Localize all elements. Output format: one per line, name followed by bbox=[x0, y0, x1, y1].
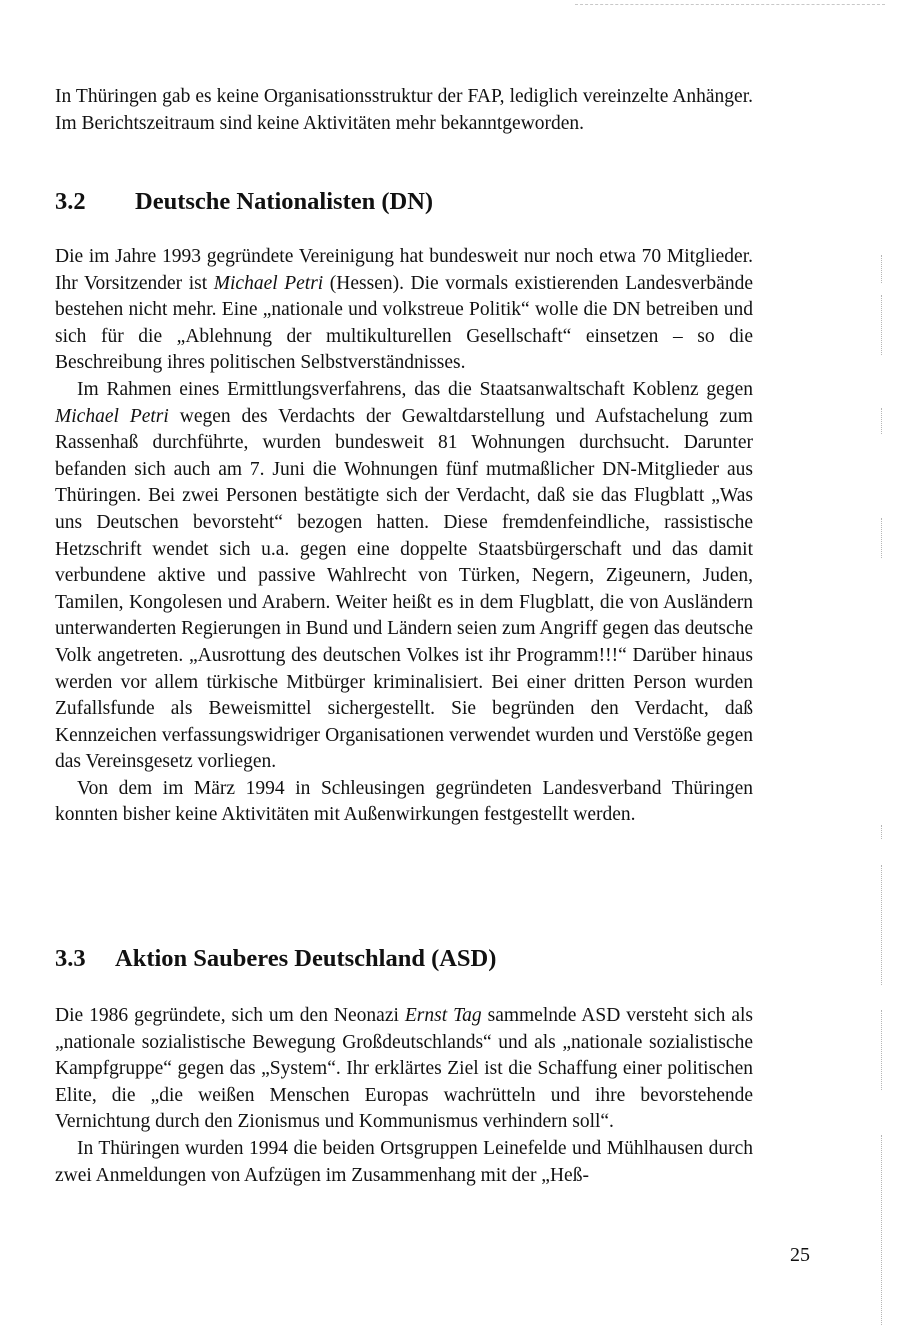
person-name: Michael Petri bbox=[55, 405, 169, 427]
section-number: 3.2 bbox=[55, 188, 86, 215]
scan-top-rule bbox=[575, 4, 885, 5]
person-name: Ernst Tag bbox=[404, 1005, 482, 1026]
section-title: Deutsche Nationalisten (DN) bbox=[135, 188, 434, 215]
section-3-3-body bbox=[55, 1003, 753, 1189]
section-title: Aktion Sauberes Deutschland (ASD) bbox=[115, 945, 497, 972]
section-heading-3-2 bbox=[55, 187, 433, 217]
dn-paragraph-3: Von dem im März 1994 in Schleusingen gegründeten Landesverband Thüringen konnten bisher keine Aktivitäten mit Außenwirkungen festgestellt werden. bbox=[55, 777, 753, 826]
asd-paragraph-2: In Thüringen wurden 1994 die beiden Ortsgruppen Leinefelde und Mühlhausen durch zwei Anmeldungen von Aufzügen im Zusammenhang mit der „Heß- bbox=[55, 1137, 753, 1186]
intro-paragraph bbox=[55, 84, 753, 137]
section-number: 3.3 bbox=[55, 945, 86, 972]
asd-paragraph-1: Die 1986 gegründete, sich um den Neonazi Ernst Tag sammelnde ASD versteht sich als „nationale sozialistische Bewegung Großdeutschlands“ und als „nationale sozialistische Kampfgruppe“ gegen das „System“. Ihr erklärtes Ziel ist die Schaffung einer politischen Elite, die „die weißen Menschen Europas wachrütteln und ihre bevorstehende Vernichtung durch den Zionismus und Kommunismus verhindern soll“. bbox=[55, 1005, 754, 1133]
dn-paragraph-2: Im Rahmen eines Ermittlungsverfahrens, das die Staatsanwaltschaft Koblenz gegen Michael Petri wegen des Verdachts der Gewaltdarstellung und Aufstachelung zum Rassenhaß durchführte, wurden bundesweit 81 Wohnungen durchsucht. Darunter befanden sich auch am 7. Juni die Wohnungen fünf mutmaßlicher DN-Mitglieder aus Thüringen. Bei zwei Personen bestätigte sich der Verdacht, daß sie das Flugblatt „Was uns Deutschen bevorsteht“ bezogen hatten. Diese fremdenfeindliche, rassistische Hetzschrift wendet sich u.a. gegen eine doppelte Staatsbürgerschaft und das damit verbundene aktive und passive Wahlrecht von Türken, Negern, Zigeunern, Juden, Tamilen, Kongolesen und Arabern. Weiter heißt es in dem Flugblatt, die von Ausländern unterwanderten Regierungen in Bund und Ländern seien zum Angriff gegen das deutsche Volk angetreten. „Ausrottung des deutschen Volkes ist ihr Programm!!!“ Darüber hinaus werden vor allem türkische Mitbürger kriminalisiert. Bei einer dritten Person wurden Zufallsfunde als Beweismittel sichergestellt. Sie begründen den Verdacht, daß Kennzeichen verfassungswidriger Organisationen verwendet wurden und Verstöße gegen das Vereinsgesetz vorliegen. bbox=[55, 378, 753, 773]
section-heading-3-3 bbox=[55, 944, 496, 974]
page-number: 25 bbox=[790, 1244, 810, 1266]
scan-margin-marks bbox=[876, 250, 888, 1330]
section-3-2-body bbox=[55, 244, 753, 829]
dn-paragraph-1: Die im Jahre 1993 gegründete Vereinigung hat bundesweit nur noch etwa 70 Mitglieder. Ihr Vorsitzender ist Michael Petri (Hessen). Die vormals existierenden Landesverbände bestehen nicht mehr. Eine „nationale und volkstreue Politik“ wolle die DN betreiben und sich für die „Ablehnung der multikulturellen Gesellschaft“ einsetzen – so die Beschreibung ihres politischen Selbstverständnisses. bbox=[55, 246, 753, 374]
intro-text: In Thüringen gab es keine Organisationsstruktur der FAP, lediglich vereinzelte Anhänger. Im Berichtszeitraum sind keine Aktivitäten mehr bekanntgeworden. bbox=[55, 86, 753, 134]
person-name: Michael Petri bbox=[213, 272, 324, 294]
